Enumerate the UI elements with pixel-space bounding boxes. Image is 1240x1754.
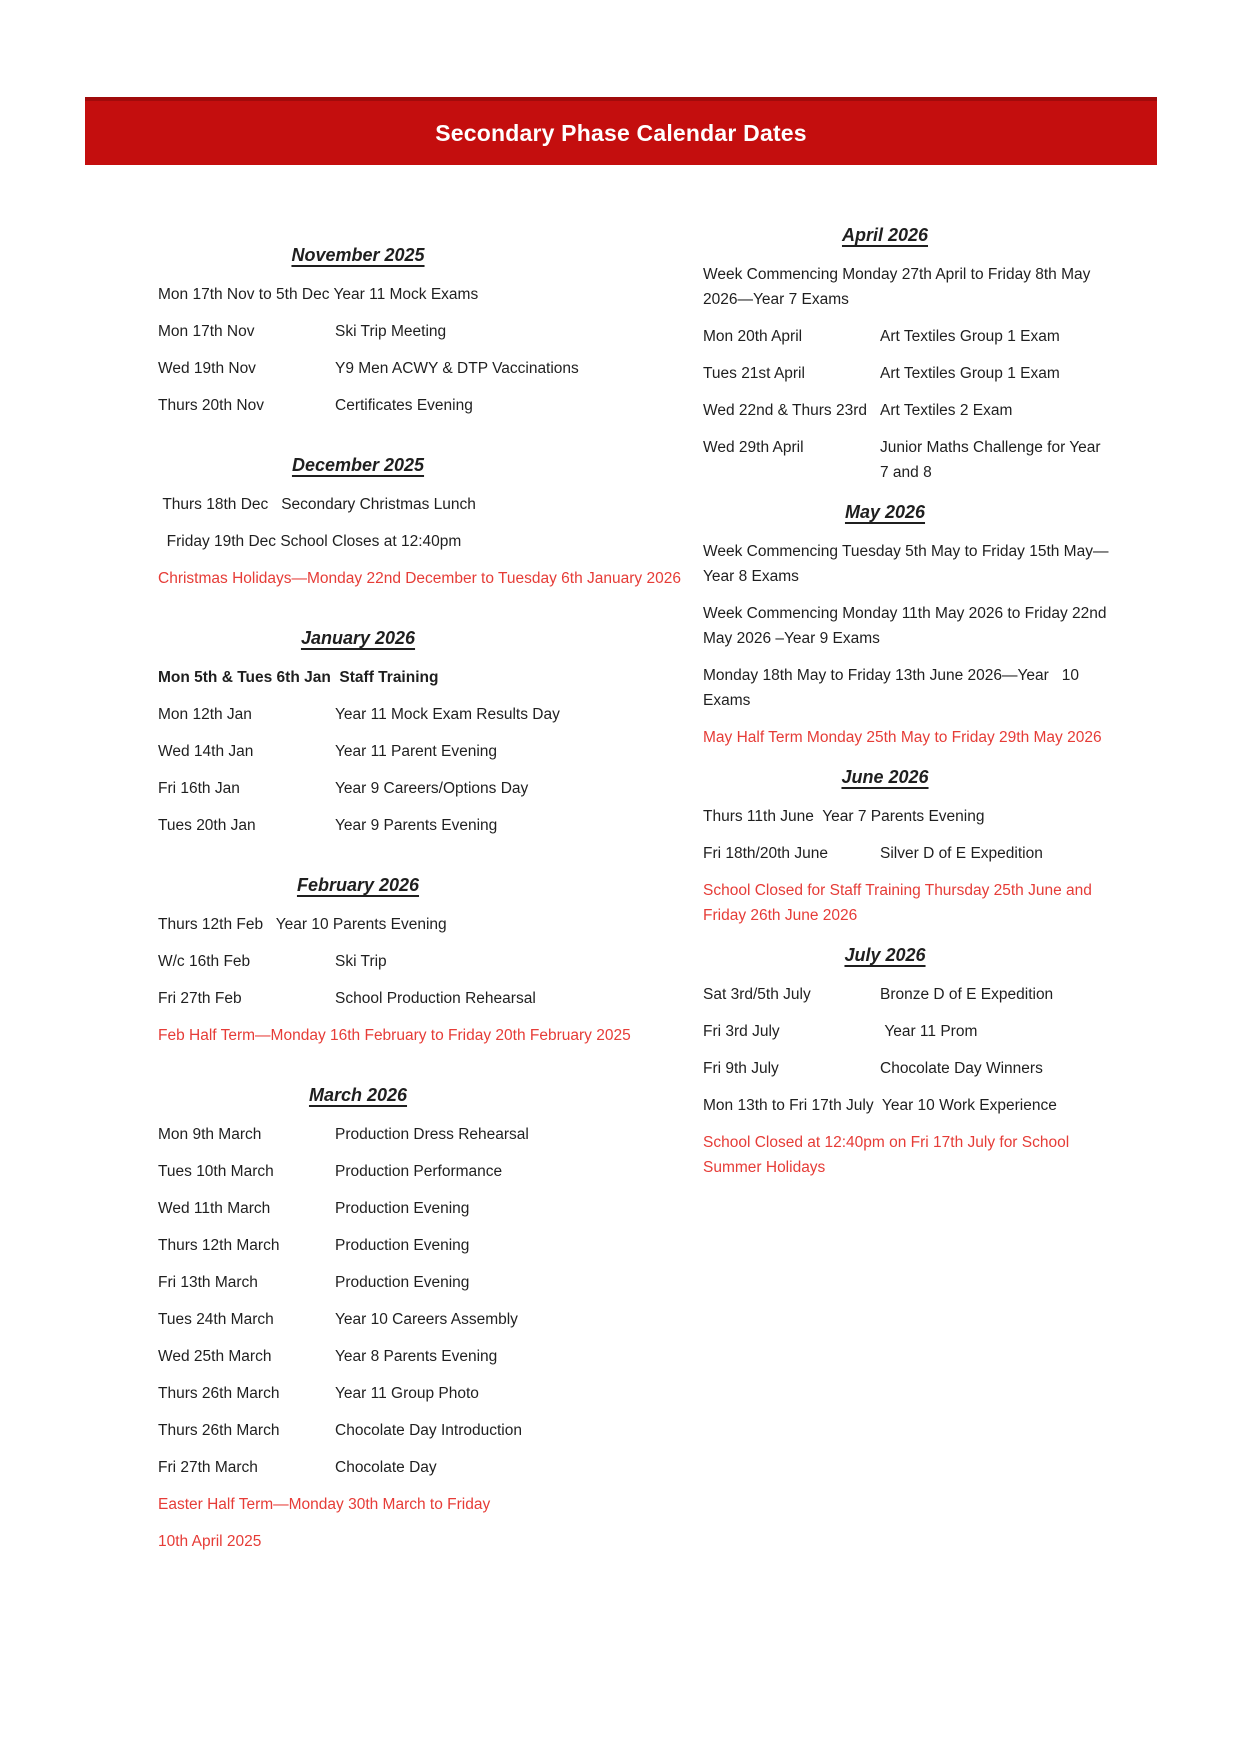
holiday-note: Christmas Holidays—Monday 22nd December to Tuesday 6th January 2026 bbox=[158, 570, 681, 587]
event-row bbox=[158, 1381, 703, 1406]
event-row bbox=[703, 324, 1110, 349]
event-note: Monday 18th May to Friday 13th June 2026—Year 10 Exams bbox=[703, 667, 1084, 709]
event-label: Ski Trip bbox=[335, 953, 387, 970]
event-date: Tues 10th March bbox=[158, 1163, 274, 1180]
event-date: W/c 16th Feb bbox=[158, 953, 251, 970]
event-row bbox=[703, 1056, 1110, 1081]
event-row bbox=[158, 1159, 703, 1184]
event-date: Thurs 26th March bbox=[158, 1422, 280, 1439]
event-row bbox=[158, 319, 703, 344]
event-label: Art Textiles Group 1 Exam bbox=[880, 328, 1060, 345]
holiday-note: May Half Term Monday 25th May to Friday 29th May 2026 bbox=[703, 729, 1102, 746]
month-heading: December 2025 bbox=[291, 455, 425, 475]
event-label: Art Textiles Group 1 Exam bbox=[880, 365, 1060, 382]
event-label: Year 11 Prom bbox=[880, 1023, 978, 1040]
event-date: Fri 3rd July bbox=[703, 1023, 780, 1040]
month-section bbox=[158, 1080, 703, 1554]
event-date: Mon 20th April bbox=[703, 328, 803, 345]
event-label: Ski Trip Meeting bbox=[335, 323, 447, 340]
event-row bbox=[158, 393, 703, 418]
event-row bbox=[703, 982, 1110, 1007]
event-date: Thurs 12th March bbox=[158, 1237, 280, 1254]
event-date: Mon 12th Jan bbox=[158, 706, 252, 723]
holiday-note: 10th April 2025 bbox=[158, 1533, 262, 1550]
month-section bbox=[703, 497, 1110, 750]
event-row bbox=[158, 1455, 703, 1480]
event-label: Art Textiles 2 Exam bbox=[880, 402, 1013, 419]
month-section bbox=[158, 870, 703, 1048]
event-row bbox=[158, 949, 703, 974]
event-row bbox=[703, 1019, 1110, 1044]
event-label: Silver D of E Expedition bbox=[880, 845, 1043, 862]
event-label: Bronze D of E Expedition bbox=[880, 986, 1054, 1003]
event-row bbox=[703, 435, 1110, 485]
event-note: Week Commencing Tuesday 5th May to Friday 15th May—Year 8 Exams bbox=[703, 543, 1109, 585]
month-heading: May 2026 bbox=[844, 502, 926, 522]
event-label: Chocolate Day Introduction bbox=[335, 1422, 522, 1439]
column-left bbox=[158, 165, 703, 1566]
event-date: Thurs 20th Nov bbox=[158, 397, 264, 414]
event-date: Sat 3rd/5th July bbox=[703, 986, 811, 1003]
event-date: Wed 25th March bbox=[158, 1348, 272, 1365]
event-label: Year 11 Parent Evening bbox=[335, 743, 498, 760]
event-note: Mon 17th Nov to 5th Dec Year 11 Mock Exams bbox=[158, 286, 479, 303]
event-row bbox=[158, 813, 703, 838]
event-row bbox=[703, 841, 1110, 866]
month-heading: July 2026 bbox=[844, 945, 926, 965]
event-note: Thurs 11th June Year 7 Parents Evening bbox=[703, 808, 985, 825]
event-row bbox=[158, 356, 703, 381]
event-row bbox=[158, 776, 703, 801]
event-label: Chocolate Day bbox=[335, 1459, 437, 1476]
month-heading: March 2026 bbox=[308, 1085, 408, 1105]
event-label: Year 11 Group Photo bbox=[335, 1385, 479, 1402]
event-note: Mon 13th to Fri 17th July Year 10 Work Experience bbox=[703, 1097, 1057, 1114]
event-date: Wed 11th March bbox=[158, 1200, 271, 1217]
event-date: Fri 27th Feb bbox=[158, 990, 242, 1007]
event-note: Thurs 18th Dec Secondary Christmas Lunch bbox=[158, 496, 476, 513]
holiday-note: School Closed for Staff Training Thursday 25th June and Friday 26th June 2026 bbox=[703, 882, 1097, 924]
event-row bbox=[158, 1307, 703, 1332]
event-label: Production Evening bbox=[335, 1237, 470, 1254]
event-date: Wed 29th April bbox=[703, 439, 804, 456]
holiday-note: Easter Half Term—Monday 30th March to Friday bbox=[158, 1496, 491, 1513]
event-row bbox=[703, 398, 1110, 423]
event-date: Fri 18th/20th June bbox=[703, 845, 828, 862]
event-label: Production Evening bbox=[335, 1274, 470, 1291]
event-date: Fri 9th July bbox=[703, 1060, 779, 1077]
calendar-content bbox=[158, 165, 1110, 1566]
holiday-note: School Closed at 12:40pm on Fri 17th July for School Summer Holidays bbox=[703, 1134, 1074, 1176]
event-label: School Production Rehearsal bbox=[335, 990, 536, 1007]
event-date: Fri 16th Jan bbox=[158, 780, 240, 797]
month-section bbox=[158, 623, 703, 838]
event-label: Y9 Men ACWY & DTP Vaccinations bbox=[335, 360, 579, 377]
event-date: Tues 21st April bbox=[703, 365, 805, 382]
month-section bbox=[158, 240, 703, 418]
event-label: Production Dress Rehearsal bbox=[335, 1126, 529, 1143]
event-date: Fri 13th March bbox=[158, 1274, 258, 1291]
event-row bbox=[158, 1418, 703, 1443]
event-label: Production Evening bbox=[335, 1200, 470, 1217]
event-date: Thurs 26th March bbox=[158, 1385, 280, 1402]
event-label: Year 9 Parents Evening bbox=[335, 817, 498, 834]
page-title: Secondary Phase Calendar Dates bbox=[435, 119, 807, 146]
event-date: Fri 27th March bbox=[158, 1459, 258, 1476]
event-row bbox=[158, 1122, 703, 1147]
event-label: Chocolate Day Winners bbox=[880, 1060, 1043, 1077]
event-row bbox=[158, 1196, 703, 1221]
month-heading: January 2026 bbox=[300, 628, 416, 648]
event-row bbox=[158, 739, 703, 764]
event-label: Year 9 Careers/Options Day bbox=[335, 780, 529, 797]
month-heading: February 2026 bbox=[296, 875, 420, 895]
event-row bbox=[158, 1233, 703, 1258]
month-section bbox=[703, 220, 1110, 485]
event-label: Production Performance bbox=[335, 1163, 503, 1180]
event-date: Wed 22nd & Thurs 23rd bbox=[703, 402, 867, 419]
column-right bbox=[703, 165, 1110, 1192]
event-date: Wed 19th Nov bbox=[158, 360, 256, 377]
event-note: Thurs 12th Feb Year 10 Parents Evening bbox=[158, 916, 447, 933]
event-row bbox=[158, 1270, 703, 1295]
event-label: Junior Maths Challenge for Year 7 and 8 bbox=[880, 439, 1105, 481]
month-section bbox=[703, 940, 1110, 1180]
event-note: Friday 19th Dec School Closes at 12:40pm bbox=[158, 533, 462, 550]
event-note: Mon 5th & Tues 6th Jan Staff Training bbox=[158, 669, 439, 686]
event-note: Week Commencing Monday 27th April to Friday 8th May 2026—Year 7 Exams bbox=[703, 266, 1095, 308]
month-heading: April 2026 bbox=[841, 225, 929, 245]
event-label: Year 10 Careers Assembly bbox=[335, 1311, 518, 1328]
event-label: Year 8 Parents Evening bbox=[335, 1348, 498, 1365]
month-heading: November 2025 bbox=[291, 245, 425, 265]
event-date: Wed 14th Jan bbox=[158, 743, 254, 760]
event-row bbox=[158, 1344, 703, 1369]
event-row bbox=[158, 986, 703, 1011]
event-note: Week Commencing Monday 11th May 2026 to Friday 22nd May 2026 –Year 9 Exams bbox=[703, 605, 1111, 647]
month-section bbox=[703, 762, 1110, 928]
event-row bbox=[158, 702, 703, 727]
event-row bbox=[703, 361, 1110, 386]
event-label: Certificates Evening bbox=[335, 397, 473, 414]
month-heading: June 2026 bbox=[841, 767, 929, 787]
event-date: Tues 20th Jan bbox=[158, 817, 256, 834]
event-date: Tues 24th March bbox=[158, 1311, 274, 1328]
event-date: Mon 9th March bbox=[158, 1126, 262, 1143]
title-banner bbox=[85, 97, 1157, 165]
holiday-note: Feb Half Term—Monday 16th February to Friday 20th February 2025 bbox=[158, 1027, 631, 1044]
event-label: Year 11 Mock Exam Results Day bbox=[335, 706, 560, 723]
event-date: Mon 17th Nov bbox=[158, 323, 255, 340]
month-section bbox=[158, 450, 703, 591]
